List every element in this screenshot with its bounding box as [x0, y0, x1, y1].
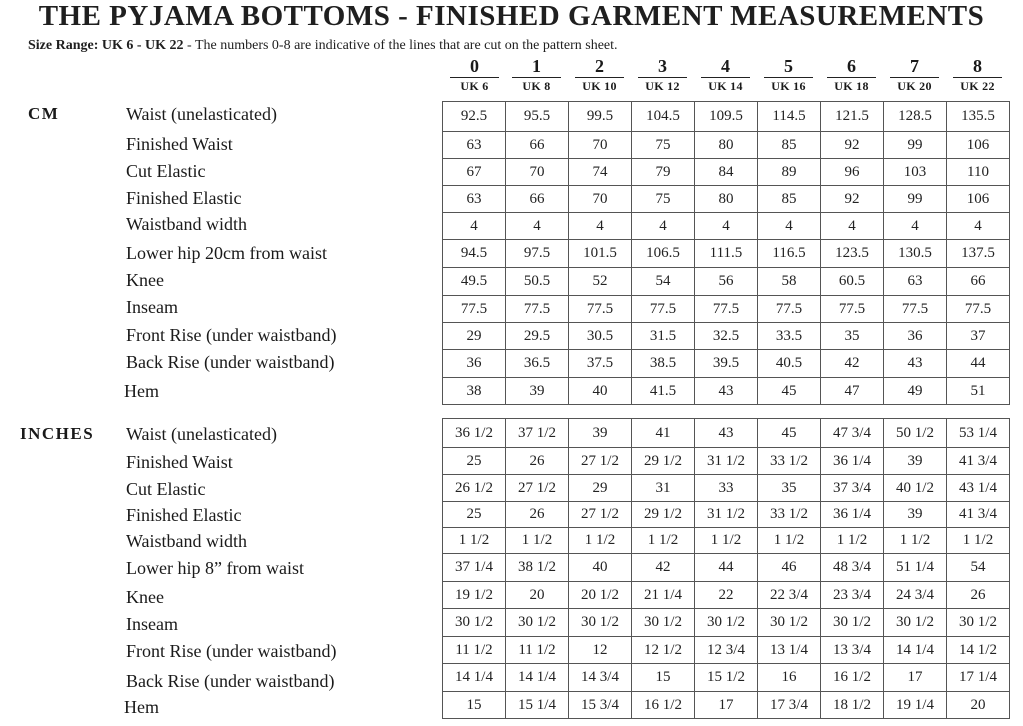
divider [512, 77, 561, 78]
row-label: Inseam [126, 614, 178, 634]
table-row [443, 637, 1010, 664]
measurement-cell: 38 [443, 378, 506, 405]
measurement-cell: 77.5 [821, 296, 884, 323]
measurement-cell: 80 [695, 186, 758, 213]
measurement-cell: 16 [758, 664, 821, 692]
column-header [509, 56, 564, 93]
measurement-cell: 30 1/2 [506, 609, 569, 637]
row-label: Back Rise (under waistband) [126, 671, 335, 691]
measurement-cell: 12 [569, 637, 632, 664]
measurement-cell: 26 [506, 448, 569, 475]
measurement-cell: 4 [443, 213, 506, 240]
measurement-cell: 16 1/2 [821, 664, 884, 692]
measurement-cell: 43 [884, 350, 947, 378]
measurement-cell: 14 1/2 [947, 637, 1010, 664]
measurement-cell: 15 1/2 [695, 664, 758, 692]
pattern-line-number: 8 [973, 56, 982, 76]
row-label: Hem [124, 381, 159, 401]
uk-size: UK 8 [522, 79, 551, 93]
table-row [443, 296, 1010, 323]
measurement-cell: 30 1/2 [443, 609, 506, 637]
section-label-cm: CM [28, 104, 60, 123]
measurement-cell: 31.5 [632, 323, 695, 350]
measurement-cell: 39.5 [695, 350, 758, 378]
measurement-cell: 135.5 [947, 102, 1010, 132]
measurement-cell: 30 1/2 [947, 609, 1010, 637]
divider [953, 77, 1002, 78]
measurement-cell: 99 [884, 186, 947, 213]
measurement-cell: 26 1/2 [443, 475, 506, 502]
measurement-cell: 37 [947, 323, 1010, 350]
size-range: Size Range: UK 6 - UK 22 [28, 38, 184, 53]
measurement-cell: 99 [884, 132, 947, 159]
measurement-cell: 27 1/2 [506, 475, 569, 502]
measurement-cell: 1 1/2 [821, 528, 884, 554]
pattern-line-number: 6 [847, 56, 856, 76]
divider [827, 77, 876, 78]
uk-size: UK 10 [582, 79, 617, 93]
column-header [950, 56, 1005, 93]
measurement-cell: 44 [695, 554, 758, 582]
row-label: Front Rise (under waistband) [126, 325, 337, 345]
measurement-cell: 17 [884, 664, 947, 692]
measurement-cell: 27 1/2 [569, 448, 632, 475]
measurement-cell: 14 1/4 [506, 664, 569, 692]
measurement-cell: 40 [569, 554, 632, 582]
row-label: Knee [126, 270, 164, 290]
measurement-cell: 48 3/4 [821, 554, 884, 582]
row-label: Cut Elastic [126, 479, 206, 499]
uk-size: UK 16 [771, 79, 806, 93]
row-label: Finished Waist [126, 134, 233, 154]
measurement-cell: 26 [947, 582, 1010, 609]
measurement-cell: 58 [758, 268, 821, 296]
measurement-cell: 33 1/2 [758, 502, 821, 528]
measurement-cell: 63 [443, 132, 506, 159]
measurement-cell: 12 1/2 [632, 637, 695, 664]
row-label: Waist (unelasticated) [126, 104, 277, 124]
measurement-cell: 26 [506, 502, 569, 528]
measurement-cell: 13 3/4 [821, 637, 884, 664]
measurement-cell: 30 1/2 [569, 609, 632, 637]
table-row [443, 554, 1010, 582]
measurement-cell: 45 [758, 378, 821, 405]
measurement-cell: 1 1/2 [947, 528, 1010, 554]
measurement-cell: 77.5 [884, 296, 947, 323]
measurement-cell: 84 [695, 159, 758, 186]
measurement-cell: 103 [884, 159, 947, 186]
measurement-cell: 96 [821, 159, 884, 186]
measurement-cell: 1 1/2 [884, 528, 947, 554]
measurement-cell: 33 1/2 [758, 448, 821, 475]
row-label: Front Rise (under waistband) [126, 641, 337, 661]
measurement-cell: 116.5 [758, 240, 821, 268]
divider [890, 77, 939, 78]
measurement-cell: 31 1/2 [695, 448, 758, 475]
measurement-cell: 32.5 [695, 323, 758, 350]
measurement-cell: 80 [695, 132, 758, 159]
measurement-cell: 40 1/2 [884, 475, 947, 502]
pattern-line-number: 0 [470, 56, 479, 76]
row-label: Inseam [126, 297, 178, 317]
measurement-cell: 47 [821, 378, 884, 405]
row-label: Back Rise (under waistband) [126, 352, 335, 372]
measurement-cell: 20 1/2 [569, 582, 632, 609]
measurement-cell: 109.5 [695, 102, 758, 132]
measurement-cell: 29.5 [506, 323, 569, 350]
measurement-cell: 13 1/4 [758, 637, 821, 664]
measurement-cell: 29 1/2 [632, 448, 695, 475]
row-label: Finished Elastic [126, 505, 242, 525]
measurement-cell: 54 [947, 554, 1010, 582]
measurement-cell: 92 [821, 186, 884, 213]
measurement-cell: 40.5 [758, 350, 821, 378]
divider [575, 77, 624, 78]
measurement-cell: 18 1/2 [821, 692, 884, 719]
measurement-cell: 22 3/4 [758, 582, 821, 609]
table-row [443, 102, 1010, 132]
table-row [443, 475, 1010, 502]
measurement-cell: 36 [884, 323, 947, 350]
row-label: Lower hip 8” from waist [126, 558, 304, 578]
row-label: Waistband width [126, 531, 248, 551]
row-label: Finished Elastic [126, 188, 242, 208]
uk-size: UK 12 [645, 79, 680, 93]
inches-measurements-table [442, 418, 1010, 719]
measurement-cell: 128.5 [884, 102, 947, 132]
measurement-cell: 16 1/2 [632, 692, 695, 719]
measurement-cell: 1 1/2 [443, 528, 506, 554]
measurement-cell: 29 [443, 323, 506, 350]
measurement-cell: 42 [821, 350, 884, 378]
measurement-cell: 51 [947, 378, 1010, 405]
measurement-cell: 92 [821, 132, 884, 159]
measurement-cell: 123.5 [821, 240, 884, 268]
measurement-cell: 121.5 [821, 102, 884, 132]
measurement-cell: 41 3/4 [947, 448, 1010, 475]
measurement-cell: 66 [947, 268, 1010, 296]
measurement-cell: 30.5 [569, 323, 632, 350]
measurement-cell: 15 [443, 692, 506, 719]
measurement-cell: 49 [884, 378, 947, 405]
measurement-cell: 70 [569, 132, 632, 159]
measurement-cell: 17 3/4 [758, 692, 821, 719]
measurement-cell: 17 [695, 692, 758, 719]
measurement-cell: 79 [632, 159, 695, 186]
measurement-cell: 4 [632, 213, 695, 240]
measurement-cell: 29 1/2 [632, 502, 695, 528]
measurement-cell: 25 [443, 448, 506, 475]
measurement-cell: 37 1/2 [506, 419, 569, 448]
measurement-cell: 25 [443, 502, 506, 528]
pattern-line-number: 3 [658, 56, 667, 76]
measurement-cell: 45 [758, 419, 821, 448]
measurement-cell: 77.5 [758, 296, 821, 323]
measurement-cell: 24 3/4 [884, 582, 947, 609]
measurement-cell: 70 [506, 159, 569, 186]
measurement-cell: 104.5 [632, 102, 695, 132]
table-row [443, 350, 1010, 378]
measurement-cell: 53 1/4 [947, 419, 1010, 448]
table-row [443, 240, 1010, 268]
measurement-cell: 137.5 [947, 240, 1010, 268]
measurement-cell: 43 1/4 [947, 475, 1010, 502]
measurement-cell: 1 1/2 [758, 528, 821, 554]
measurement-cell: 20 [947, 692, 1010, 719]
measurement-cell: 20 [506, 582, 569, 609]
measurement-cell: 33.5 [758, 323, 821, 350]
row-label: Waist (unelasticated) [126, 424, 277, 444]
measurement-cell: 41 3/4 [947, 502, 1010, 528]
table-row [443, 609, 1010, 637]
measurement-cell: 19 1/4 [884, 692, 947, 719]
measurement-cell: 56 [695, 268, 758, 296]
measurement-cell: 30 1/2 [884, 609, 947, 637]
table-row [443, 582, 1010, 609]
measurement-cell: 63 [884, 268, 947, 296]
measurement-cell: 101.5 [569, 240, 632, 268]
measurement-cell: 36 1/4 [821, 448, 884, 475]
measurement-cell: 17 1/4 [947, 664, 1010, 692]
uk-size: UK 6 [460, 79, 489, 93]
measurement-cell: 4 [884, 213, 947, 240]
measurement-cell: 30 1/2 [695, 609, 758, 637]
measurement-cell: 74 [569, 159, 632, 186]
measurement-cell: 50.5 [506, 268, 569, 296]
row-label: Finished Waist [126, 452, 233, 472]
table-row [443, 692, 1010, 719]
measurement-cell: 44 [947, 350, 1010, 378]
pattern-line-number: 7 [910, 56, 919, 76]
measurement-cell: 29 [569, 475, 632, 502]
measurement-cell: 22 [695, 582, 758, 609]
measurement-cell: 66 [506, 132, 569, 159]
table-row [443, 664, 1010, 692]
measurement-cell: 70 [569, 186, 632, 213]
column-header [698, 56, 753, 93]
measurement-cell: 114.5 [758, 102, 821, 132]
measurement-cell: 36 [443, 350, 506, 378]
uk-size: UK 14 [708, 79, 743, 93]
measurement-cell: 1 1/2 [632, 528, 695, 554]
table-row [443, 378, 1010, 405]
measurement-cell: 85 [758, 186, 821, 213]
measurement-cell: 50 1/2 [884, 419, 947, 448]
measurement-cell: 15 3/4 [569, 692, 632, 719]
measurement-cell: 110 [947, 159, 1010, 186]
uk-size: UK 22 [960, 79, 995, 93]
measurement-cell: 37 3/4 [821, 475, 884, 502]
measurement-cell: 15 1/4 [506, 692, 569, 719]
measurement-cell: 1 1/2 [506, 528, 569, 554]
measurement-cell: 1 1/2 [569, 528, 632, 554]
measurement-cell: 36 1/4 [821, 502, 884, 528]
measurement-cell: 39 [569, 419, 632, 448]
column-header [572, 56, 627, 93]
column-header [824, 56, 879, 93]
measurement-cell: 106 [947, 186, 1010, 213]
measurement-cell: 11 1/2 [443, 637, 506, 664]
measurement-cell: 39 [884, 448, 947, 475]
measurement-cell: 77.5 [506, 296, 569, 323]
pattern-line-number: 2 [595, 56, 604, 76]
column-header [761, 56, 816, 93]
measurement-cell: 85 [758, 132, 821, 159]
measurement-cell: 38.5 [632, 350, 695, 378]
column-header [447, 56, 502, 93]
measurement-cell: 30 1/2 [632, 609, 695, 637]
measurement-cell: 54 [632, 268, 695, 296]
measurement-cell: 33 [695, 475, 758, 502]
measurement-cell: 41.5 [632, 378, 695, 405]
measurement-cell: 4 [695, 213, 758, 240]
measurement-cell: 38 1/2 [506, 554, 569, 582]
measurement-cell: 43 [695, 419, 758, 448]
uk-size: UK 20 [897, 79, 932, 93]
measurement-cell: 111.5 [695, 240, 758, 268]
uk-size: UK 18 [834, 79, 869, 93]
table-row [443, 159, 1010, 186]
measurement-cell: 36 1/2 [443, 419, 506, 448]
measurement-cell: 37.5 [569, 350, 632, 378]
table-row [443, 186, 1010, 213]
table-row [443, 502, 1010, 528]
measurement-cell: 77.5 [947, 296, 1010, 323]
measurement-cell: 39 [506, 378, 569, 405]
measurement-cell: 4 [506, 213, 569, 240]
measurement-cell: 67 [443, 159, 506, 186]
measurement-cell: 21 1/4 [632, 582, 695, 609]
table-row [443, 528, 1010, 554]
table-row [443, 323, 1010, 350]
measurement-cell: 4 [758, 213, 821, 240]
measurement-cell: 42 [632, 554, 695, 582]
measurement-cell: 41 [632, 419, 695, 448]
measurement-cell: 36.5 [506, 350, 569, 378]
measurement-cell: 77.5 [632, 296, 695, 323]
measurement-cell: 99.5 [569, 102, 632, 132]
measurement-cell: 14 1/4 [443, 664, 506, 692]
table-row [443, 448, 1010, 475]
measurement-cell: 49.5 [443, 268, 506, 296]
row-label: Lower hip 20cm from waist [126, 243, 327, 263]
measurement-cell: 97.5 [506, 240, 569, 268]
page-title: THE PYJAMA BOTTOMS - FINISHED GARMENT MEASUREMENTS [38, 0, 985, 32]
row-label: Waistband width [126, 214, 248, 234]
measurement-cell: 92.5 [443, 102, 506, 132]
measurement-cell: 46 [758, 554, 821, 582]
column-header [887, 56, 942, 93]
section-label-inches: INCHES [20, 424, 95, 443]
column-header [635, 56, 690, 93]
measurement-cell: 77.5 [695, 296, 758, 323]
measurement-cell: 15 [632, 664, 695, 692]
divider [701, 77, 750, 78]
measurement-cell: 89 [758, 159, 821, 186]
divider [450, 77, 499, 78]
measurement-cell: 1 1/2 [695, 528, 758, 554]
measurement-cell: 43 [695, 378, 758, 405]
measurement-cell: 4 [821, 213, 884, 240]
measurement-cell: 106.5 [632, 240, 695, 268]
measurement-cell: 75 [632, 186, 695, 213]
row-label: Cut Elastic [126, 161, 206, 181]
measurement-cell: 31 1/2 [695, 502, 758, 528]
pattern-line-number: 5 [784, 56, 793, 76]
measurement-cell: 51 1/4 [884, 554, 947, 582]
subtitle-note: - The numbers 0-8 are indicative of the lines that are cut on the pattern sheet. [183, 38, 618, 53]
measurement-cell: 23 3/4 [821, 582, 884, 609]
divider [638, 77, 687, 78]
measurement-cell: 27 1/2 [569, 502, 632, 528]
measurement-cell: 19 1/2 [443, 582, 506, 609]
measurement-cell: 66 [506, 186, 569, 213]
measurement-cell: 40 [569, 378, 632, 405]
measurement-cell: 4 [569, 213, 632, 240]
measurement-cell: 4 [947, 213, 1010, 240]
pattern-line-number: 4 [721, 56, 730, 76]
pattern-line-number: 1 [532, 56, 541, 76]
measurement-cell: 95.5 [506, 102, 569, 132]
measurement-cell: 52 [569, 268, 632, 296]
row-label: Knee [126, 587, 164, 607]
measurement-cell: 60.5 [821, 268, 884, 296]
measurement-cell: 75 [632, 132, 695, 159]
subtitle [28, 38, 618, 54]
measurement-cell: 77.5 [569, 296, 632, 323]
table-row [443, 213, 1010, 240]
measurement-cell: 106 [947, 132, 1010, 159]
measurement-cell: 35 [758, 475, 821, 502]
table-row [443, 132, 1010, 159]
table-row [443, 268, 1010, 296]
measurement-cell: 130.5 [884, 240, 947, 268]
measurement-cell: 63 [443, 186, 506, 213]
measurement-cell: 11 1/2 [506, 637, 569, 664]
measurement-cell: 94.5 [443, 240, 506, 268]
measurement-cell: 14 3/4 [569, 664, 632, 692]
measurement-cell: 30 1/2 [821, 609, 884, 637]
measurement-cell: 35 [821, 323, 884, 350]
measurement-cell: 47 3/4 [821, 419, 884, 448]
cm-measurements-table [442, 101, 1010, 405]
measurement-cell: 37 1/4 [443, 554, 506, 582]
measurement-cell: 39 [884, 502, 947, 528]
measurement-cell: 31 [632, 475, 695, 502]
measurement-cell: 14 1/4 [884, 637, 947, 664]
divider [764, 77, 813, 78]
table-row [443, 419, 1010, 448]
measurement-cell: 77.5 [443, 296, 506, 323]
row-label: Hem [124, 697, 159, 717]
measurement-cell: 12 3/4 [695, 637, 758, 664]
measurement-cell: 30 1/2 [758, 609, 821, 637]
